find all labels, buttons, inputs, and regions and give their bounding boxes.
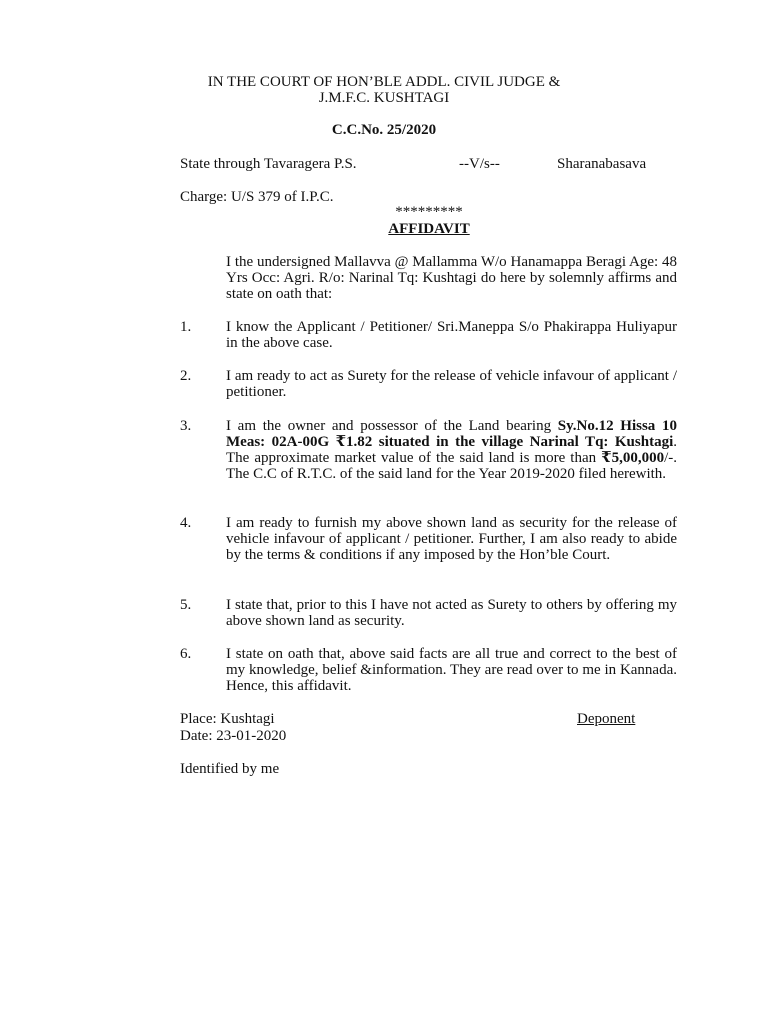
point-3-mid: . The approximate market value of the said land is more than <box>226 434 677 466</box>
point-6-text: I state on oath that, above said facts are all true and correct to the best of my knowledge, belief &information. They are read over to me in Kannada. Hence, this affidavit. <box>226 646 677 694</box>
stars-separator: ********* <box>395 204 463 220</box>
point-4-text: I am ready to furnish my above shown land as security for the release of vehicle infavour of applicant / petitioner. Further, I am also ready to abide by the terms & conditions if any imposed by the Hon’ble Court. <box>226 515 677 563</box>
point-1-number: 1. <box>180 319 192 335</box>
identified-by: Identified by me <box>180 761 280 777</box>
deponent-label: Deponent <box>577 711 636 727</box>
charge: Charge: U/S 379 of I.P.C. <box>180 189 334 205</box>
point-4-number: 4. <box>180 515 192 531</box>
court-title-line2: J.M.F.C. KUSHTAGI <box>318 90 450 106</box>
point-6-number: 6. <box>180 646 192 662</box>
accused: Sharanabasava <box>557 156 647 172</box>
affidavit-heading: AFFIDAVIT <box>388 221 470 237</box>
point-1-text: I know the Applicant / Petitioner/ Sri.Maneppa S/o Phakirappa Huliyapur in the above case. <box>226 319 677 351</box>
point-2-number: 2. <box>180 368 192 384</box>
place: Place: Kushtagi <box>180 711 275 727</box>
point-3-land-details: Sy.No.12 Hissa 10 Meas: 02A-00G ₹1.82 situated in the village Narinal Tq: Kushtagi <box>226 418 677 450</box>
court-title-line1: IN THE COURT OF HON’BLE ADDL. CIVIL JUDGE & <box>207 74 561 90</box>
point-3-post: /-. The C.C of R.T.C. of the said land for the Year 2019-2020 filed herewith. <box>226 450 677 482</box>
point-2-text: I am ready to act as Surety for the release of vehicle infavour of applicant / petitioner. <box>226 368 677 400</box>
point-5-number: 5. <box>180 597 192 613</box>
point-3-text <box>226 418 677 482</box>
point-3-value: ₹5,00,000 <box>601 450 665 466</box>
point-5-text: I state that, prior to this I have not acted as Surety to others by offering my above shown land as security. <box>226 597 677 629</box>
point-3-pre: I am the owner and possessor of the Land bearing <box>226 418 558 434</box>
versus: --V/s-- <box>459 156 500 172</box>
intro-paragraph: I the undersigned Mallavva @ Mallamma W/o Hanamappa Beragi Age: 48 Yrs Occ: Agri. R/o: Narinal Tq: Kushtagi do here by solemnly affirms and state on oath that: <box>226 254 677 302</box>
case-number: C.C.No. 25/2020 <box>331 122 437 138</box>
date: Date: 23-01-2020 <box>180 728 287 744</box>
complainant: State through Tavaragera P.S. <box>180 156 357 172</box>
point-3-number: 3. <box>180 418 192 434</box>
